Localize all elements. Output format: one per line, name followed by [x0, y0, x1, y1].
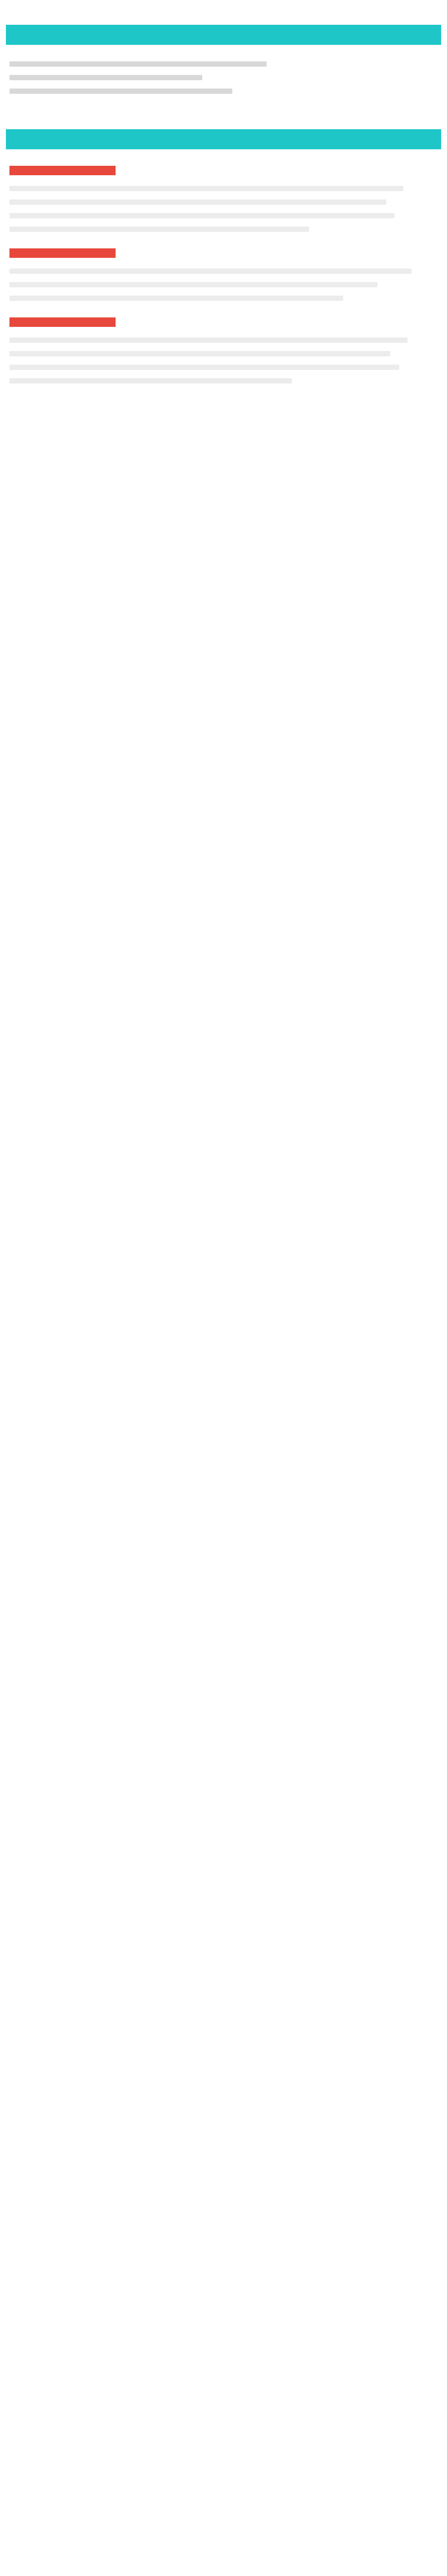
content-block-2 [0, 166, 447, 232]
text-line [9, 186, 403, 191]
text-line [9, 337, 407, 343]
content-block-1 [0, 61, 447, 94]
section-banner-2 [6, 129, 441, 149]
text-line [9, 378, 292, 384]
section-heading [9, 317, 116, 327]
text-line [9, 268, 412, 274]
text-line [9, 351, 390, 356]
content-block-4 [0, 317, 447, 384]
text-line [9, 365, 399, 370]
text-line [9, 61, 267, 67]
text-line [9, 296, 343, 301]
text-line [9, 199, 386, 205]
text-line [9, 213, 395, 218]
section-banner-1 [6, 25, 441, 45]
section-heading [9, 248, 116, 258]
section-heading [9, 166, 116, 175]
content-block-3 [0, 248, 447, 301]
text-line [9, 227, 309, 232]
text-line [9, 89, 232, 94]
text-line [9, 75, 202, 80]
text-line [9, 282, 377, 287]
